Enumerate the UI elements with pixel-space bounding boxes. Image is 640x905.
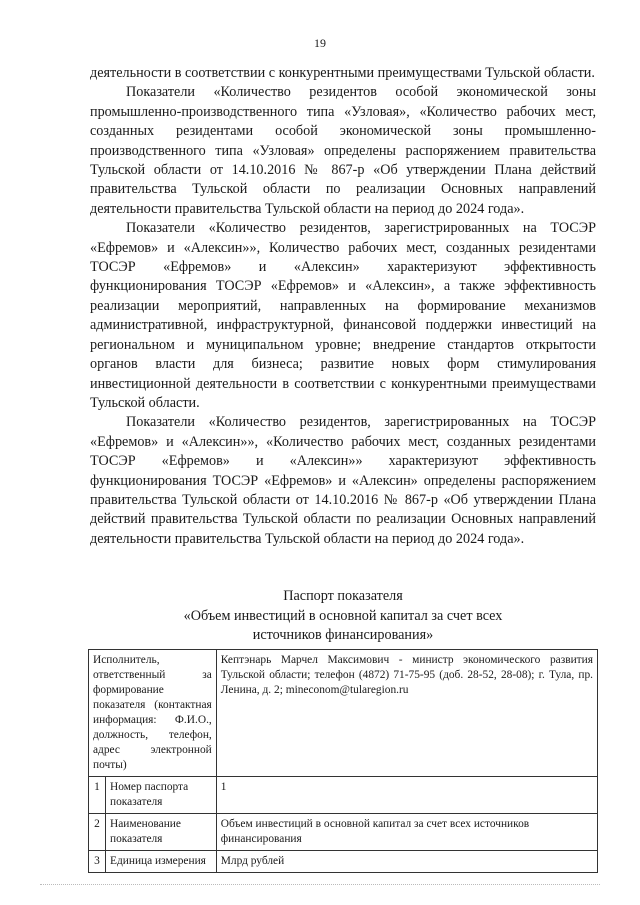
row-number-cell: 3 [89, 851, 106, 873]
row-label-cell: Номер паспорта показателя [106, 777, 217, 814]
body-text [90, 64, 596, 549]
passport-title-line: Паспорт показателя [283, 588, 403, 604]
row-value-cell: Объем инвестиций в основной капитал за счет всех источников финансирования [216, 814, 597, 851]
executor-label-cell: Исполнитель, ответственный за формирование показателя (контактная информация: Ф.И.О., должность, телефон, адрес электронной почты) [89, 650, 217, 777]
table-row [89, 650, 598, 777]
paragraph-toser-effectiveness: Показатели «Количество резидентов, зарегистрированных на ТОСЭР «Ефремов» и «Алексин»», Количество рабочих мест, созданных резидентами ТОСЭР «Ефремов» и «Алексин» характеризуют эффективность функционирования ТОСЭР «Ефремов» и «Алексин», а также эффективность реализации мероприятий, направленных на формирование механизмов административной, инфраструктурной, финансовой поддержки инвестиций на региональном и муниципальном уровне; внедрение стандартов открытости органов власти для бизнеса; развитие новых форм стимулирования инвестиционной деятельности в соответствии с конкурентными преимуществами Тульской области. [90, 220, 596, 411]
passport-title-line: источников финансирования» [252, 627, 434, 643]
row-number-cell: 2 [89, 814, 106, 851]
passport-title [90, 587, 596, 646]
row-value-cell: 1 [216, 777, 597, 814]
row-label-cell: Единица измерения [106, 851, 217, 873]
executor-value-cell: Кептэнарь Марчел Максимович - министр экономического развития Тульской области; телефон (4872) 71-75-95 (доб. 28-52, 28-08); г. Тула, пр. Ленина, д. 2; mineconom@tularegion.ru [216, 650, 597, 777]
passport-title-line: «Объем инвестиций в основной капитал за счет всех [183, 607, 503, 624]
passport-table [88, 649, 598, 873]
paragraph-continuation: деятельности в соответствии с конкурентными преимуществами Тульской области. [90, 65, 595, 81]
paragraph-uzlovaya-indicators: Показатели «Количество резидентов особой экономической зоны промышленно-производственного типа «Узловая», «Количество рабочих мест, созданных резидентами особой экономической зоны промышленно-производственного типа «Узловая» определены распоряжением правительства Тульской области от 14.10.2016 № 867-р «Об утверждении Плана действий правительства Тульской области по реализации Основных направлений деятельности правительства Тульской области на период до 2024 года». [90, 84, 596, 217]
paragraph-toser-order: Показатели «Количество резидентов, зарегистрированных на ТОСЭР «Ефремов» и «Алексин»», «Количество рабочих мест, созданных резидентами ТОСЭР «Ефремов» и «Алексин»» характеризуют эффективность функционирования ТОСЭР «Ефремов» и «Алексин» определены распоряжением правительства Тульской области от 14.10.2016 № 867-р «Об утверждении Плана действий правительства Тульской области по реализации Основных направлений деятельности правительства Тульской области на период до 2024 года». [90, 414, 596, 547]
row-label-cell: Наименование показателя [106, 814, 217, 851]
page-number: 19 [314, 36, 326, 50]
table-row [89, 814, 598, 851]
table-row [89, 777, 598, 814]
row-value-cell: Млрд рублей [216, 851, 597, 873]
table-row [89, 851, 598, 873]
scan-edge-divider [40, 884, 600, 888]
row-number-cell: 1 [89, 777, 106, 814]
